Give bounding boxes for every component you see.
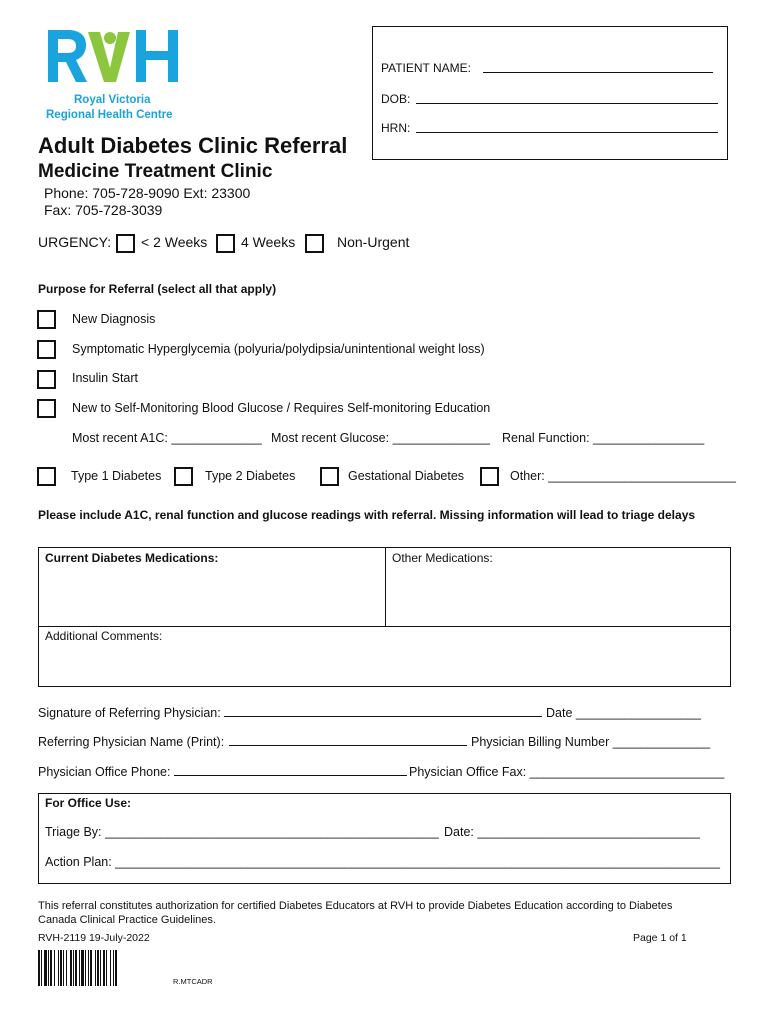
signature-date-field[interactable]: Date __________________ — [546, 706, 702, 720]
billing-number-field[interactable]: Physician Billing Number ______________ — [471, 735, 711, 749]
barcode-text: R.MTCADR — [173, 977, 213, 986]
urgency-non-urgent-checkbox[interactable] — [305, 234, 324, 253]
urgency-2-weeks-label: < 2 Weeks — [141, 234, 208, 250]
authorization-text: This referral constitutes authorization for certified Diabetes Educators at RVH to provide Diabetes Education according to Diabetes Canada Clinical Practice Guidelines. — [38, 900, 673, 926]
self-monitoring-label: New to Self-Monitoring Blood Glucose / Requires Self-monitoring Education — [72, 401, 491, 415]
urgency-2-weeks-checkbox[interactable] — [116, 234, 135, 253]
other-type-field[interactable]: Other: ___________________________ — [510, 469, 736, 483]
page-number: Page 1 of 1 — [633, 932, 687, 944]
current-medications-field[interactable] — [39, 566, 385, 626]
urgency-non-urgent-label: Non-Urgent — [337, 234, 410, 250]
physician-name-field[interactable] — [229, 745, 467, 746]
renal-function-field[interactable]: Renal Function: ________________ — [502, 431, 705, 445]
org-name-line1: Royal Victoria — [74, 94, 151, 106]
form-code: RVH-2119 19-July-2022 — [38, 932, 150, 944]
clinic-fax: Fax: 705-728-3039 — [44, 202, 163, 218]
patient-name-field[interactable] — [483, 72, 713, 73]
clinic-phone: Phone: 705-728-9090 Ext: 23300 — [44, 185, 251, 201]
type1-checkbox[interactable] — [37, 467, 56, 486]
medications-table — [38, 547, 731, 687]
hyperglycemia-label: Symptomatic Hyperglycemia (polyuria/polydipsia/unintentional weight loss) — [72, 342, 485, 356]
current-medications-label: Current Diabetes Medications: — [45, 551, 219, 565]
signature-field[interactable] — [224, 716, 542, 717]
hrn-field[interactable] — [416, 132, 718, 133]
rvh-logo-mark — [44, 26, 184, 88]
urgency-4-weeks-checkbox[interactable] — [216, 234, 235, 253]
patient-info-box — [372, 26, 728, 160]
other-medications-label: Other Medications: — [392, 551, 493, 565]
patient-name-label: PATIENT NAME: — [381, 61, 472, 75]
signature-label: Signature of Referring Physician: — [38, 706, 221, 720]
hyperglycemia-checkbox[interactable] — [37, 340, 56, 359]
org-name-line2: Regional Health Centre — [46, 109, 173, 121]
rvh-logo — [44, 26, 184, 126]
gestational-label: Gestational Diabetes — [348, 469, 465, 483]
office-use-heading: For Office Use: — [45, 796, 132, 810]
office-date-field[interactable]: Date: ________________________________ — [444, 825, 700, 839]
insulin-start-checkbox[interactable] — [37, 370, 56, 389]
additional-comments-field[interactable] — [39, 644, 730, 687]
new-diagnosis-label: New Diagnosis — [72, 312, 156, 326]
office-phone-label: Physician Office Phone: — [38, 765, 171, 779]
glucose-field[interactable]: Most recent Glucose: ______________ — [271, 431, 490, 445]
barcode — [38, 950, 172, 986]
self-monitoring-checkbox[interactable] — [37, 399, 56, 418]
hrn-label: HRN: — [381, 121, 411, 135]
other-type-checkbox[interactable] — [480, 467, 499, 486]
additional-comments-label: Additional Comments: — [45, 629, 163, 643]
gestational-checkbox[interactable] — [320, 467, 339, 486]
office-phone-field[interactable] — [174, 775, 407, 776]
new-diagnosis-checkbox[interactable] — [37, 310, 56, 329]
comments-divider — [39, 626, 730, 627]
purpose-heading: Purpose for Referral (select all that apply) — [38, 282, 277, 296]
type1-label: Type 1 Diabetes — [71, 469, 162, 483]
urgency-label: URGENCY: — [38, 234, 112, 250]
other-medications-field[interactable] — [386, 566, 731, 626]
dob-field[interactable] — [416, 103, 718, 104]
dob-label: DOB: — [381, 92, 411, 106]
type2-checkbox[interactable] — [174, 467, 193, 486]
form-title: Adult Diabetes Clinic Referral — [38, 133, 348, 158]
type2-label: Type 2 Diabetes — [205, 469, 296, 483]
office-use-box — [38, 793, 731, 884]
physician-name-label: Referring Physician Name (Print): — [38, 735, 225, 749]
office-fax-field[interactable]: Physician Office Fax: ____________________________ — [409, 765, 725, 779]
form-subtitle: Medicine Treatment Clinic — [38, 161, 273, 182]
triage-by-field[interactable]: Triage By: ________________________________________________ — [45, 825, 439, 839]
insulin-start-label: Insulin Start — [72, 371, 139, 385]
action-plan-field[interactable]: Action Plan: _______________________________________________________________________________________ — [45, 855, 720, 869]
urgency-4-weeks-label: 4 Weeks — [241, 234, 296, 250]
lab-notice: Please include A1C, renal function and glucose readings with referral. Missing information will lead to triage delays — [38, 508, 696, 522]
a1c-field[interactable]: Most recent A1C: _____________ — [72, 431, 262, 445]
